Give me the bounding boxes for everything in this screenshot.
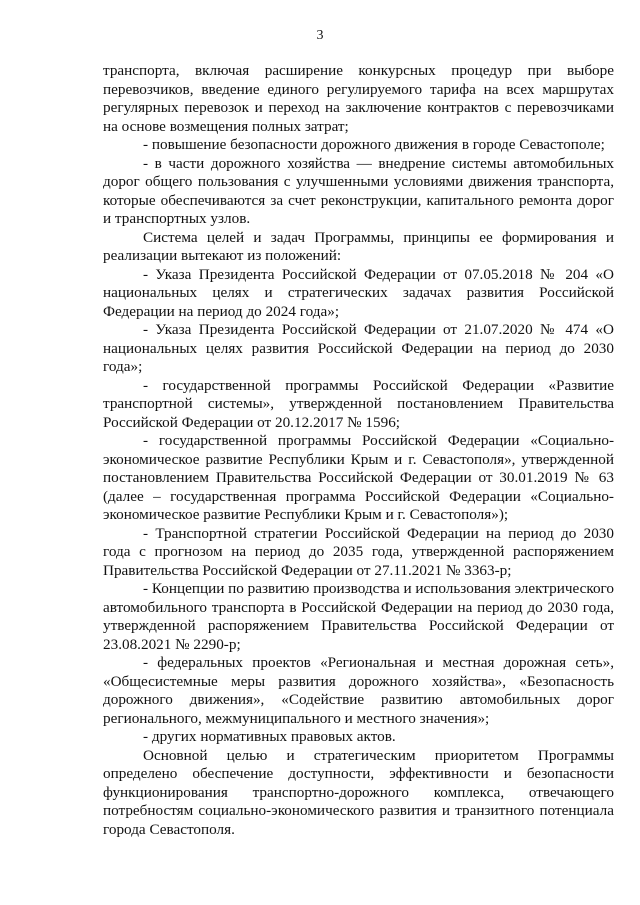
list-item-federal-projects: - федеральных проектов «Региональная и местная дорожная сеть», «Общесистемные меры развития дорожного хозяйства», «Безопасность дорожного движения», «Содействие развитию автомобильных дорог регионального, межмуниципального и местного значения»; bbox=[103, 654, 614, 727]
list-item-other-acts: - других нормативных правовых актов. bbox=[143, 728, 396, 745]
list-item-state-program-crimea: - государственной программы Российской Федерации «Социально-экономическое развитие Республики Крым и г. Севастополя», утвержденной постановлением Правительства Российской Федерации от 30.01.2019 № 63 (далее – государственная программа Российской Федерации «Социально-экономическое развитие Республики Крым и г. Севастополя»); bbox=[103, 432, 614, 523]
paragraph-transport-continuation: транспорта, включая расширение конкурсных процедур при выборе перевозчиков, введение единого регулируемого тарифа на всех маршрутах регулярных перевозок и переход на заключение контрактов с перевозчиками на основе возмещения полных затрат; bbox=[103, 62, 614, 135]
list-item-decree-474: - Указа Президента Российской Федерации от 21.07.2020 № 474 «О национальных целях развития Российской Федерации на период до 2030 года»; bbox=[103, 321, 614, 375]
list-item-electric-transport-concept: - Концепции по развитию производства и использования электрического автомобильного транспорта в Российской Федерации на период до 2030 года, утвержденной распоряжением Правительства Российской Федерации от 23.08.2021 № 2290-р; bbox=[103, 580, 614, 653]
paragraph-system-of-goals: Система целей и задач Программы, принципы ее формирования и реализации вытекают из положений: bbox=[103, 228, 614, 264]
page-number: 3 bbox=[316, 28, 324, 43]
list-item-road-management: - в части дорожного хозяйства — внедрение системы автомобильных дорог общего пользования с улучшенными условиями движения транспорта, которые обеспечиваются за счет реконструкции, капитального ремонта дорог и транспортных узлов. bbox=[103, 154, 614, 227]
list-item-road-safety: - повышение безопасности дорожного движения в городе Севастополе; bbox=[143, 136, 605, 153]
paragraph-main-goal: Основной целью и стратегическим приоритетом Программы определено обеспечение доступности, эффективности и безопасности функционирования транспортно-дорожного комплекса, отвечающего потребностям социально-экономического развития и транзитного потенциала города Севастополя. bbox=[103, 746, 614, 838]
list-item-decree-204: - Указа Президента Российской Федерации от 07.05.2018 № 204 «О национальных целях и стратегических задачах развития Российской Федерации на период до 2024 года»; bbox=[103, 265, 614, 320]
document-body bbox=[103, 62, 614, 839]
list-item-transport-strategy: - Транспортной стратегии Российской Федерации на период до 2030 года с прогнозом на период до 2035 года, утвержденной распоряжением Правительства Российской Федерации от 27.11.2021 № 3363-р; bbox=[103, 524, 614, 579]
list-item-state-program-transport: - государственной программы Российской Федерации «Развитие транспортной системы», утвержденной постановлением Правительства Российской Федерации от 20.12.2017 № 1596; bbox=[103, 376, 614, 431]
